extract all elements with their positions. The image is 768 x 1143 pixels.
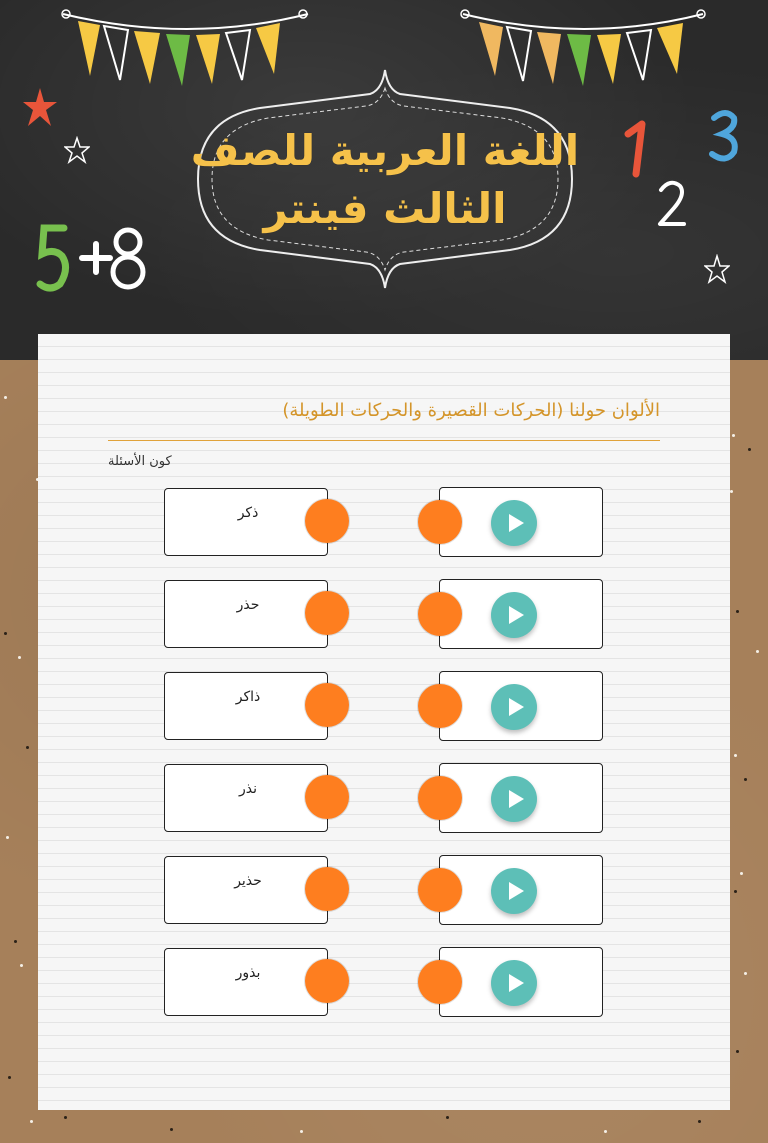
worksheet-paper xyxy=(38,334,730,1110)
connector-knob-left[interactable] xyxy=(305,775,349,819)
number-1-decoration xyxy=(622,120,652,178)
chalkboard-header xyxy=(0,0,768,360)
star-outline-icon xyxy=(704,254,730,284)
connector-knob-left[interactable] xyxy=(305,591,349,635)
play-icon xyxy=(507,697,525,717)
red-star-icon xyxy=(22,86,58,128)
star-outline-icon xyxy=(64,136,90,164)
word-card[interactable] xyxy=(164,856,328,924)
connector-knob-left[interactable] xyxy=(305,499,349,543)
math-sum-decoration xyxy=(36,222,146,296)
connector-knob-right[interactable] xyxy=(418,500,462,544)
word-label: بذور xyxy=(235,965,261,981)
connector-knob-left[interactable] xyxy=(305,959,349,1003)
page-title xyxy=(150,122,620,238)
word-label: نذر xyxy=(238,781,257,797)
number-2-decoration xyxy=(656,178,688,230)
word-label: ذكر xyxy=(237,505,259,521)
play-icon xyxy=(507,881,525,901)
connector-knob-left[interactable] xyxy=(305,867,349,911)
play-audio-button[interactable] xyxy=(491,592,537,638)
title-line-2: الثالث فينتر xyxy=(263,184,507,233)
word-label: حذير xyxy=(234,873,262,889)
connector-knob-right[interactable] xyxy=(418,960,462,1004)
word-card[interactable] xyxy=(164,580,328,648)
connector-knob-right[interactable] xyxy=(418,684,462,728)
activity-title: الألوان حولنا (الحركات القصيرة والحركات الطويلة) xyxy=(282,400,660,421)
title-line-1: اللغة العربية للصف xyxy=(190,126,580,175)
play-audio-button[interactable] xyxy=(491,500,537,546)
word-card[interactable] xyxy=(164,488,328,556)
play-icon xyxy=(507,973,525,993)
play-icon xyxy=(507,513,525,533)
connector-knob-right[interactable] xyxy=(418,868,462,912)
word-card[interactable] xyxy=(164,764,328,832)
author-credit: كون الأسئلة xyxy=(108,454,172,469)
connector-knob-left[interactable] xyxy=(305,683,349,727)
title-divider xyxy=(108,440,660,441)
word-card[interactable] xyxy=(164,948,328,1016)
connector-knob-right[interactable] xyxy=(418,592,462,636)
play-audio-button[interactable] xyxy=(491,684,537,730)
word-label: ذاكر xyxy=(235,689,261,705)
play-audio-button[interactable] xyxy=(491,960,537,1006)
play-audio-button[interactable] xyxy=(491,776,537,822)
word-card[interactable] xyxy=(164,672,328,740)
word-label: حذر xyxy=(236,597,260,613)
play-icon xyxy=(507,789,525,809)
play-icon xyxy=(507,605,525,625)
connector-knob-right[interactable] xyxy=(418,776,462,820)
number-3-decoration xyxy=(708,108,740,164)
play-audio-button[interactable] xyxy=(491,868,537,914)
